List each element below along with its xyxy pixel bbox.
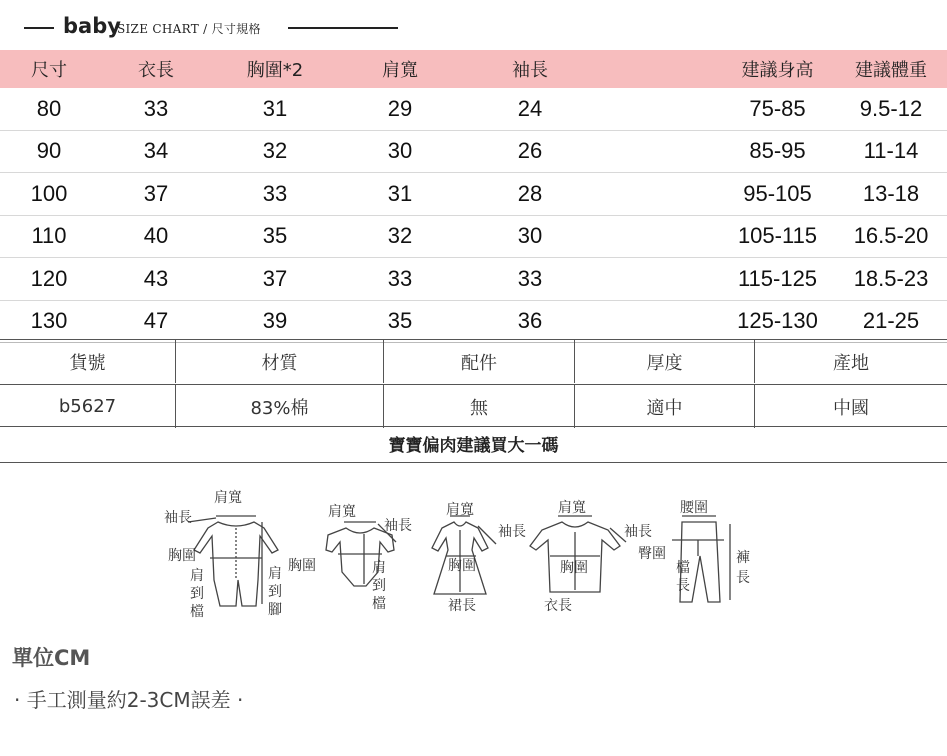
dress-label-skirt-length: 裙長: [448, 598, 476, 614]
cell-chest: 37: [262, 265, 288, 291]
table-row: [0, 301, 947, 344]
col-header-height: 建議身高: [741, 60, 814, 81]
bodysuit-label-shoulder: 肩寬: [328, 504, 356, 520]
cell-length: 47: [143, 308, 169, 334]
header-line-left: [24, 27, 54, 29]
size-table: [0, 50, 947, 343]
info-header-material: 材質: [176, 340, 384, 383]
table-row: [0, 173, 947, 216]
bodysuit-label-a1: 肩: [372, 560, 386, 576]
cell-height: 85-95: [749, 138, 806, 164]
romper-label-b1: 肩: [268, 566, 282, 582]
top-label-chest: 胸圍: [560, 560, 588, 576]
info-value-sku: b5627: [0, 385, 176, 428]
cell-length: 43: [143, 265, 169, 291]
info-header-origin: 產地: [833, 352, 869, 374]
cell-chest: 35: [262, 223, 288, 249]
col-header-weight: 建議體重: [855, 60, 927, 81]
top-label-sleeve: 袖長: [624, 524, 652, 540]
cell-shoulder: 33: [387, 265, 413, 291]
cell-size: 120: [30, 265, 68, 291]
cell-length: 34: [143, 138, 169, 164]
dress-label-sleeve: 袖長: [498, 524, 526, 540]
cell-size: 80: [36, 95, 62, 121]
cell-shoulder: 31: [387, 180, 413, 206]
bodysuit-label-a3: 檔: [372, 596, 386, 612]
measurement-error-note: · 手工測量約2-3CM誤差 ·: [14, 688, 244, 712]
cell-sleeve: 26: [517, 138, 543, 164]
cell-sleeve: 36: [517, 308, 543, 334]
info-value-material: 83%棉: [176, 385, 384, 428]
cell-chest: 31: [262, 95, 288, 121]
info-value-origin: 中國: [833, 397, 869, 419]
cell-height: 115-125: [737, 265, 818, 291]
bodysuit-label-sleeve: 袖長: [384, 518, 412, 534]
cell-weight: 18.5-23: [853, 265, 929, 291]
col-header-chest: 胸圍*2: [246, 60, 304, 81]
cell-weight: 16.5-20: [853, 223, 929, 249]
col-header-size: 尺寸: [31, 60, 67, 81]
cell-sleeve: 24: [517, 95, 543, 121]
cell-shoulder: 30: [387, 138, 413, 164]
cell-size: 100: [30, 180, 68, 206]
cell-weight: 13-18: [862, 180, 920, 206]
header-subtitle: SIZE CHART / 尺寸規格: [117, 22, 261, 36]
cell-height: 125-130: [737, 308, 818, 334]
top-label-length: 衣長: [544, 598, 572, 614]
cell-size: 110: [31, 223, 67, 249]
size-table-header: [0, 50, 947, 88]
bodysuit-label-a2: 到: [372, 578, 386, 594]
dress-label-chest: 胸圍: [448, 558, 476, 574]
cell-weight: 11-14: [863, 138, 919, 164]
info-header-thickness: 厚度: [575, 340, 755, 383]
cell-sleeve: 28: [517, 180, 543, 206]
romper-label-b2: 到: [268, 584, 282, 600]
romper-label-a2: 到: [190, 586, 204, 602]
brand-label: baby: [63, 14, 121, 38]
cell-shoulder: 32: [387, 223, 413, 249]
col-header-shoulder: 肩寬: [382, 60, 418, 81]
romper-label-a3: 檔: [190, 604, 204, 620]
cell-chest: 32: [262, 138, 288, 164]
info-header-accessory: 配件: [384, 340, 575, 383]
romper-label-chest: 胸圍: [168, 548, 196, 564]
cell-sleeve: 30: [517, 223, 543, 249]
pants-label-hip: 臀圍: [638, 546, 666, 562]
pants-label-crotch-2: 長: [676, 578, 690, 594]
romper-label-b3: 腳: [268, 602, 282, 618]
pants-label-waist: 腰圍: [680, 500, 708, 516]
info-value-thickness: 適中: [575, 385, 755, 428]
header-line-right: [288, 27, 398, 29]
col-header-sleeve: 袖長: [512, 60, 548, 81]
table-row: [0, 216, 947, 259]
cell-weight: 21-25: [862, 308, 920, 334]
cell-length: 33: [143, 95, 169, 121]
info-value-accessory: 無: [384, 385, 575, 428]
cell-weight: 9.5-12: [859, 95, 923, 121]
cell-shoulder: 35: [387, 308, 413, 334]
romper-label-shoulder: 肩寬: [214, 490, 242, 506]
size-advice-note: 寶寶偏肉建議買大一碼: [0, 425, 947, 463]
bodysuit-label-chest: 胸圍: [288, 558, 316, 574]
cell-chest: 39: [262, 308, 288, 334]
info-header-sku: 貨號: [0, 340, 176, 383]
unit-label: 單位CM: [12, 646, 91, 670]
table-row: [0, 88, 947, 131]
cell-size: 130: [30, 308, 68, 334]
cell-height: 105-115: [737, 223, 818, 249]
table-row: [0, 258, 947, 301]
romper-label-sleeve: 袖長: [164, 510, 192, 526]
cell-length: 40: [143, 223, 169, 249]
romper-label-a1: 肩: [190, 568, 204, 584]
top-label-shoulder: 肩寬: [558, 500, 586, 516]
measurement-illustrations: [150, 480, 810, 630]
table-row: [0, 131, 947, 174]
dress-label-shoulder: 肩寬: [446, 502, 474, 518]
cell-size: 90: [36, 138, 62, 164]
pants-label-crotch-1: 檔: [676, 560, 690, 576]
pants-label-length-2: 長: [736, 570, 750, 586]
garment-outline-drawings: [150, 480, 810, 630]
cell-length: 37: [143, 180, 169, 206]
size-chart-header: [0, 14, 947, 42]
cell-chest: 33: [262, 180, 288, 206]
info-header-row: [0, 340, 947, 383]
cell-height: 75-85: [749, 95, 806, 121]
cell-sleeve: 33: [517, 265, 543, 291]
cell-height: 95-105: [743, 180, 812, 206]
col-header-length: 衣長: [138, 60, 174, 81]
info-value-row: [0, 384, 947, 428]
pants-label-length-1: 褲: [736, 550, 750, 566]
product-info-table: [0, 339, 947, 427]
cell-shoulder: 29: [387, 95, 413, 121]
